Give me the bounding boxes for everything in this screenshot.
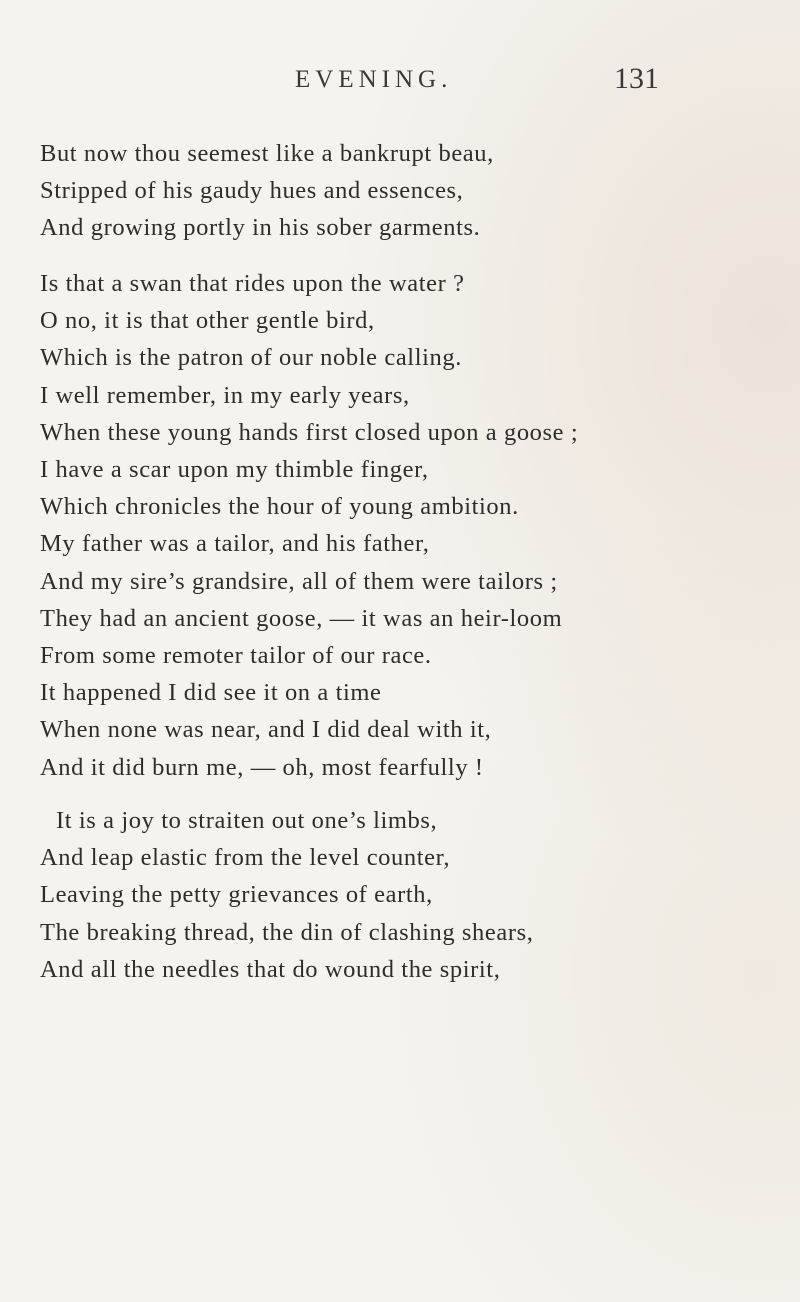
verse-line: I have a scar upon my thimble finger,: [40, 456, 429, 484]
stanza-2: [40, 265, 578, 786]
verse-line: I well remember, in my early years,: [40, 381, 410, 409]
verse-line: The breaking thread, the din of clashing shears,: [40, 918, 534, 946]
verse-line: My father was a tailor, and his father,: [40, 530, 430, 558]
verse-line: Leaving the petty grievances of earth,: [40, 881, 433, 909]
verse-line: It happened I did see it on a time: [40, 679, 382, 707]
running-head: EVENING.: [295, 66, 453, 93]
verse-line: But now thou seemest like a bankrupt beau,: [40, 140, 494, 167]
verse-line: And all the needles that do wound the spirit,: [40, 955, 501, 983]
page-number: 131: [614, 62, 659, 95]
verse-line: And my sire’s grandsire, all of them were tailors ;: [40, 567, 558, 595]
verse-line: And it did burn me, — oh, most fearfully !: [40, 753, 484, 781]
verse-line: Which is the patron of our noble calling.: [40, 344, 462, 372]
verse-line: They had an ancient goose, — it was an heir-loom: [40, 604, 563, 632]
verse-line: From some remoter tailor of our race.: [40, 642, 432, 670]
verse-line: It is a joy to straiten out one’s limbs,: [56, 807, 438, 834]
verse-line: When these young hands first closed upon a goose ;: [40, 418, 579, 446]
stanza-1: [40, 135, 494, 247]
stanza-3: [40, 802, 533, 988]
verse-line: O no, it is that other gentle bird,: [40, 307, 375, 335]
verse-line: And leap elastic from the level counter,: [40, 844, 451, 872]
verse-line: Stripped of his gaudy hues and essences,: [40, 177, 464, 205]
verse-line: When none was near, and I did deal with it,: [40, 716, 492, 744]
verse-line: And growing portly in his sober garments.: [40, 214, 481, 242]
verse-line: Is that a swan that rides upon the water ?: [40, 270, 465, 297]
verse-line: Which chronicles the hour of young ambition.: [40, 493, 519, 521]
